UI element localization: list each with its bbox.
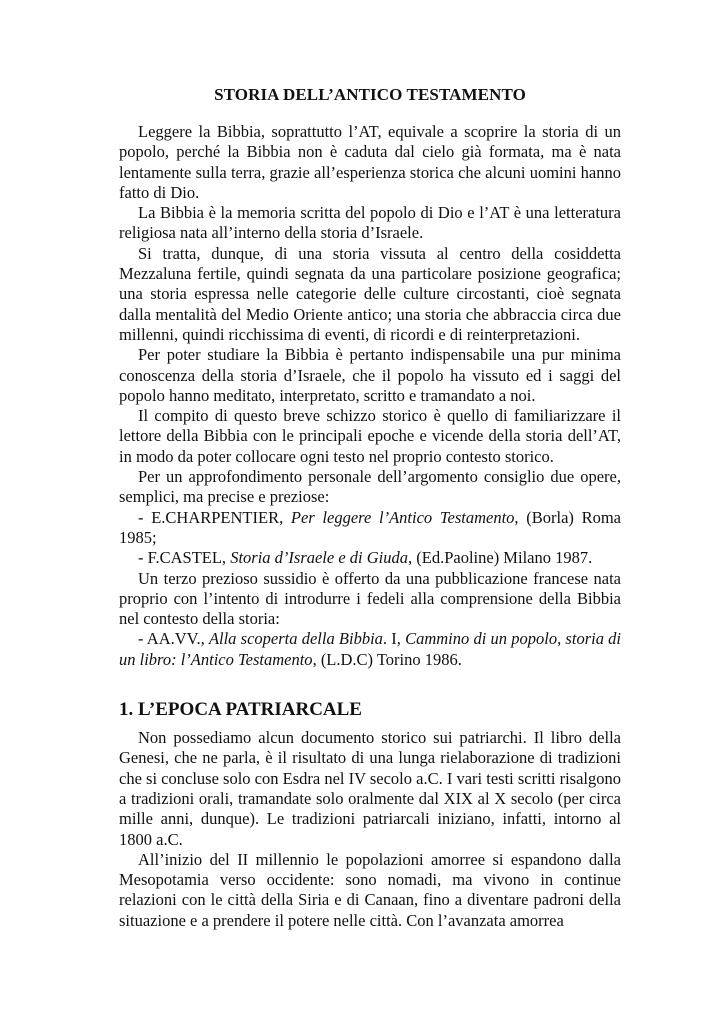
section-1-paragraph-1: Non possediamo alcun documento storico sui patriarchi. Il libro della Genesi, che ne parla, è il risultato di una lunga rielaborazione di tradizioni che si concluse solo con Esdra nel IV secolo a.C. I vari testi scritti risalgono a tradizioni orali, tramandate solo oralmente dal XIX al X secolo (per circa mille anni, dunque). Le tradizioni patriarcali iniziano, infatti, intorno al 1800 a.C.: [119, 728, 621, 849]
reference-3-author: - AA.VV.,: [138, 629, 209, 649]
document-body: [119, 84, 621, 931]
reference-2: [119, 548, 621, 568]
reference-3-subtitle: Cammino di un popolo, storia di un libro: l’Antico Testamento: [119, 629, 621, 669]
reference-1-title: Per leggere l’Antico Testamento: [290, 507, 515, 527]
reference-2-author: - F.CASTEL,: [138, 548, 231, 568]
section-1-heading: 1. L’EPOCA PATRIARCALE: [119, 699, 362, 721]
section-1-paragraph-2: All’inizio del II millennio le popolazioni amorree si espandono dalla Mesopotamia verso occidente: sono nomadi, ma vivono in continue relazioni con le città della Siria e di Canaan, fino a diventare padroni della situazione e a prendere il potere nelle città. Con l’avanzata amorrea: [119, 849, 621, 930]
reference-2-publisher: , (Ed.Paoline) Milano 1987.: [408, 548, 593, 568]
reference-3-title: Alla scoperta della Bibbia: [208, 629, 383, 649]
intro-paragraph-4: Per poter studiare la Bibbia è pertanto indispensabile una pur minima conoscenza della storia d’Israele, che il popolo ha vissuto ed i saggi del popolo hanno meditato, interpretato, scritto e tramandato a noi.: [119, 345, 621, 405]
intro-paragraph-2: La Bibbia è la memoria scritta del popolo di Dio e l’AT è una letteratura religiosa nata all’interno della storia d’Israele.: [119, 203, 621, 243]
reference-3-volume: . I,: [382, 629, 406, 649]
reference-1-author: - E.CHARPENTIER,: [138, 507, 291, 527]
intro-paragraph-7: Un terzo prezioso sussidio è offerto da una pubblicazione francese nata proprio con l’intento di introdurre i fedeli alla comprensione della Bibbia nel contesto della storia:: [119, 568, 621, 629]
reference-3-publisher: , (L.D.C) Torino 1986.: [312, 649, 462, 669]
reference-1-publisher: , (Borla) Roma 1985;: [119, 507, 622, 547]
intro-paragraph-5: Il compito di questo breve schizzo storico è quello di familiarizzare il lettore della Bibbia con le principali epoche e vicende della storia dell’AT, in modo da poter collocare ogni testo nel proprio contesto storico.: [119, 406, 621, 466]
document-title: STORIA DELL’ANTICO TESTAMENTO: [214, 85, 526, 104]
intro-paragraph-1: Leggere la Bibbia, soprattutto l’AT, equivale a scoprire la storia di un popolo, perché la Bibbia non è caduta dal cielo già formata, ma è nata lentamente sulla terra, grazie all’esperienza storica che alcuni uomini hanno fatto di Dio.: [119, 122, 621, 202]
reference-3: [119, 629, 621, 670]
intro-paragraph-3: Si tratta, dunque, di una storia vissuta al centro della cosiddetta Mezzaluna fertile, quindi segnata da una particolare posizione geografica; una storia espressa nelle categorie delle culture circostanti, cioè segnata dalla mentalità del Medio Oriente antico; una storia che abbraccia circa due millenni, quindi ricchissima di eventi, di ricordi e di reinterpretazioni.: [119, 243, 621, 344]
intro-paragraph-6: Per un approfondimento personale dell’argomento consiglio due opere, semplici, ma precise e preziose:: [119, 467, 621, 507]
reference-2-title: Storia d’Israele e di Giuda: [230, 548, 408, 568]
reference-1: [119, 508, 621, 549]
